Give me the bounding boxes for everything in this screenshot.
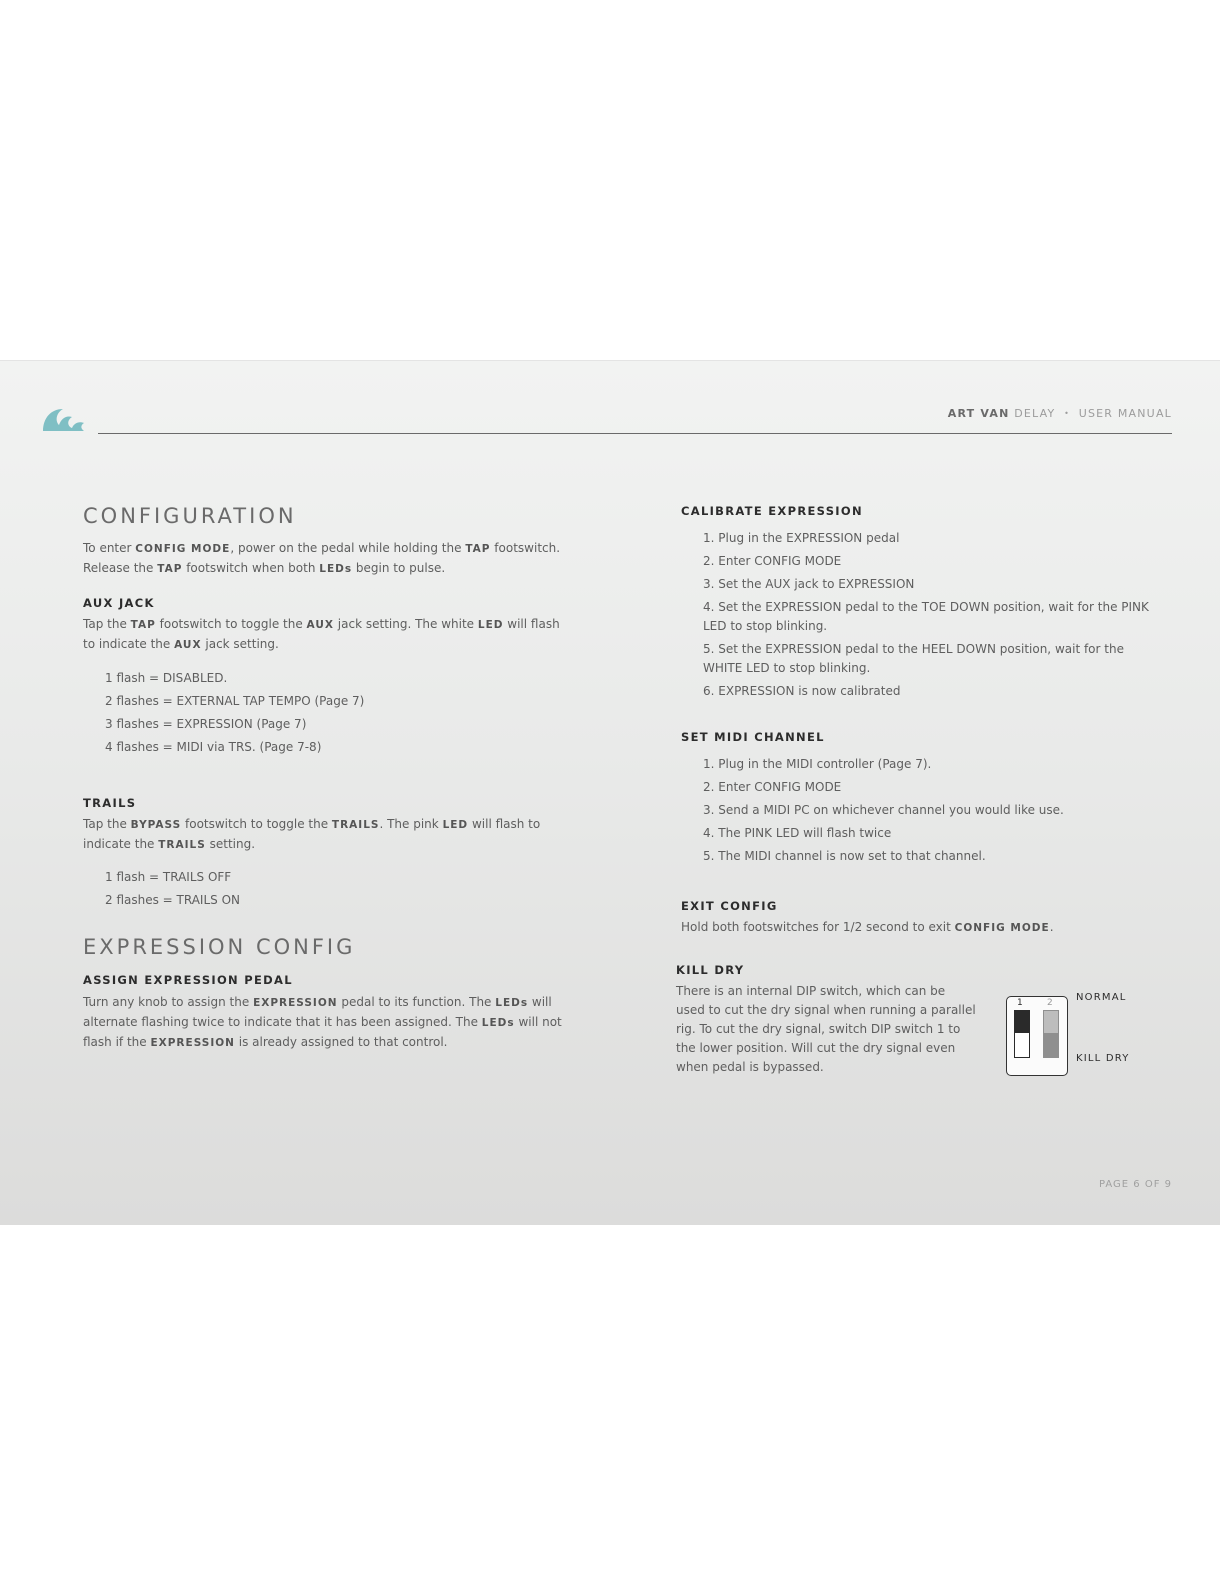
list-item: 5. The MIDI channel is now set to that channel. (703, 849, 986, 863)
list-item: 1. Plug in the MIDI controller (Page 7). (703, 757, 932, 771)
dip-switch-2 (1043, 1010, 1059, 1058)
dip-switch-1-slider (1015, 1011, 1029, 1033)
dip-switch-1 (1014, 1010, 1030, 1058)
trails-options-list (83, 868, 573, 910)
list-item: 2. Enter CONFIG MODE (703, 554, 842, 568)
heading-kill-dry: KILL DRY (676, 963, 745, 977)
list-item: 2 flashes = EXTERNAL TAP TEMPO (Page 7) (105, 694, 365, 708)
list-item: 2. Enter CONFIG MODE (703, 780, 842, 794)
header-title (948, 407, 1172, 420)
heading-calibrate-expression: CALIBRATE EXPRESSION (681, 504, 863, 518)
list-item: 1 flash = DISABLED. (105, 671, 228, 685)
dip-switch-2-slider (1044, 1033, 1058, 1057)
header-subtitle: USER MANUAL (1078, 407, 1172, 420)
calibrate-steps (681, 529, 1151, 701)
kill-dry-description: There is an internal DIP switch, which can be used to cut the dry signal when running a parallel rig. To cut the dry signal, switch DIP switch 1 to the lower position. Will cut the dry signal even when pedal is bypassed. (676, 984, 976, 1074)
exit-description: Hold both footswitches for 1/2 second to exit CONFIG MODE. (681, 920, 1054, 934)
list-item: 3. Set the AUX jack to EXPRESSION (703, 577, 915, 591)
trails-description: Tap the BYPASS footswitch to toggle the TRAILS. The pink LED will flash to indicate the TRAILS setting. (83, 817, 541, 851)
midi-steps (681, 755, 1151, 866)
page-number: PAGE 6 OF 9 (1098, 1179, 1172, 1190)
dip-label-normal: NORMAL (1076, 992, 1127, 1003)
list-item: 4 flashes = MIDI via TRS. (Page 7-8) (105, 740, 322, 754)
list-item: 2 flashes = TRAILS ON (105, 893, 241, 907)
config-intro: To enter CONFIG MODE, power on the pedal while holding the TAP footswitch. Release the TAP footswitch when both LEDs begin to pulse. (83, 541, 561, 575)
header-rule (98, 433, 1172, 434)
left-column (83, 503, 573, 1053)
header-separator: • (1064, 409, 1071, 418)
dip-switch-diagram (1006, 996, 1068, 1076)
aux-description: Tap the TAP footswitch to toggle the AUX jack setting. The white LED will flash to indicate the AUX jack setting. (83, 617, 560, 651)
heading-exit-config: EXIT CONFIG (681, 899, 778, 913)
list-item: 1 flash = TRAILS OFF (105, 870, 232, 884)
brand-name: ART VAN (947, 407, 1010, 420)
list-item: 3. Send a MIDI PC on whichever channel you would like use. (703, 803, 1064, 817)
section-title-configuration: CONFIGURATION (83, 504, 297, 528)
aux-options-list (83, 669, 573, 757)
heading-aux-jack: AUX JACK (83, 596, 155, 610)
brand-product: DELAY (1014, 407, 1056, 420)
heading-assign-expression-pedal: ASSIGN EXPRESSION PEDAL (83, 973, 293, 987)
dip-label-kill-dry: KILL DRY (1076, 1053, 1130, 1064)
assign-description: Turn any knob to assign the EXPRESSION pedal to its function. The LEDs will alternate flashing twice to indicate that it has been assigned. The LEDs will not flash if the EXPRESSION is already assigned to that control. (83, 995, 562, 1049)
list-item: 5. Set the EXPRESSION pedal to the HEEL DOWN position, wait for the WHITE LED to stop blinking. (703, 642, 1124, 675)
list-item: 6. EXPRESSION is now calibrated (703, 684, 901, 698)
list-item: 4. Set the EXPRESSION pedal to the TOE DOWN position, wait for the PINK LED to stop blinking. (703, 600, 1149, 633)
dip-switch-1-number: 1 (1017, 998, 1023, 1008)
right-column (676, 503, 1151, 1077)
heading-trails: TRAILS (83, 796, 137, 810)
list-item: 3 flashes = EXPRESSION (Page 7) (105, 717, 307, 731)
section-title-expression-config: EXPRESSION CONFIG (83, 935, 356, 959)
heading-set-midi-channel: SET MIDI CHANNEL (681, 730, 825, 744)
wave-logo-icon (42, 406, 88, 432)
list-item: 4. The PINK LED will flash twice (703, 826, 892, 840)
list-item: 1. Plug in the EXPRESSION pedal (703, 531, 900, 545)
manual-page (0, 360, 1220, 1225)
dip-switch-2-number: 2 (1047, 998, 1053, 1008)
